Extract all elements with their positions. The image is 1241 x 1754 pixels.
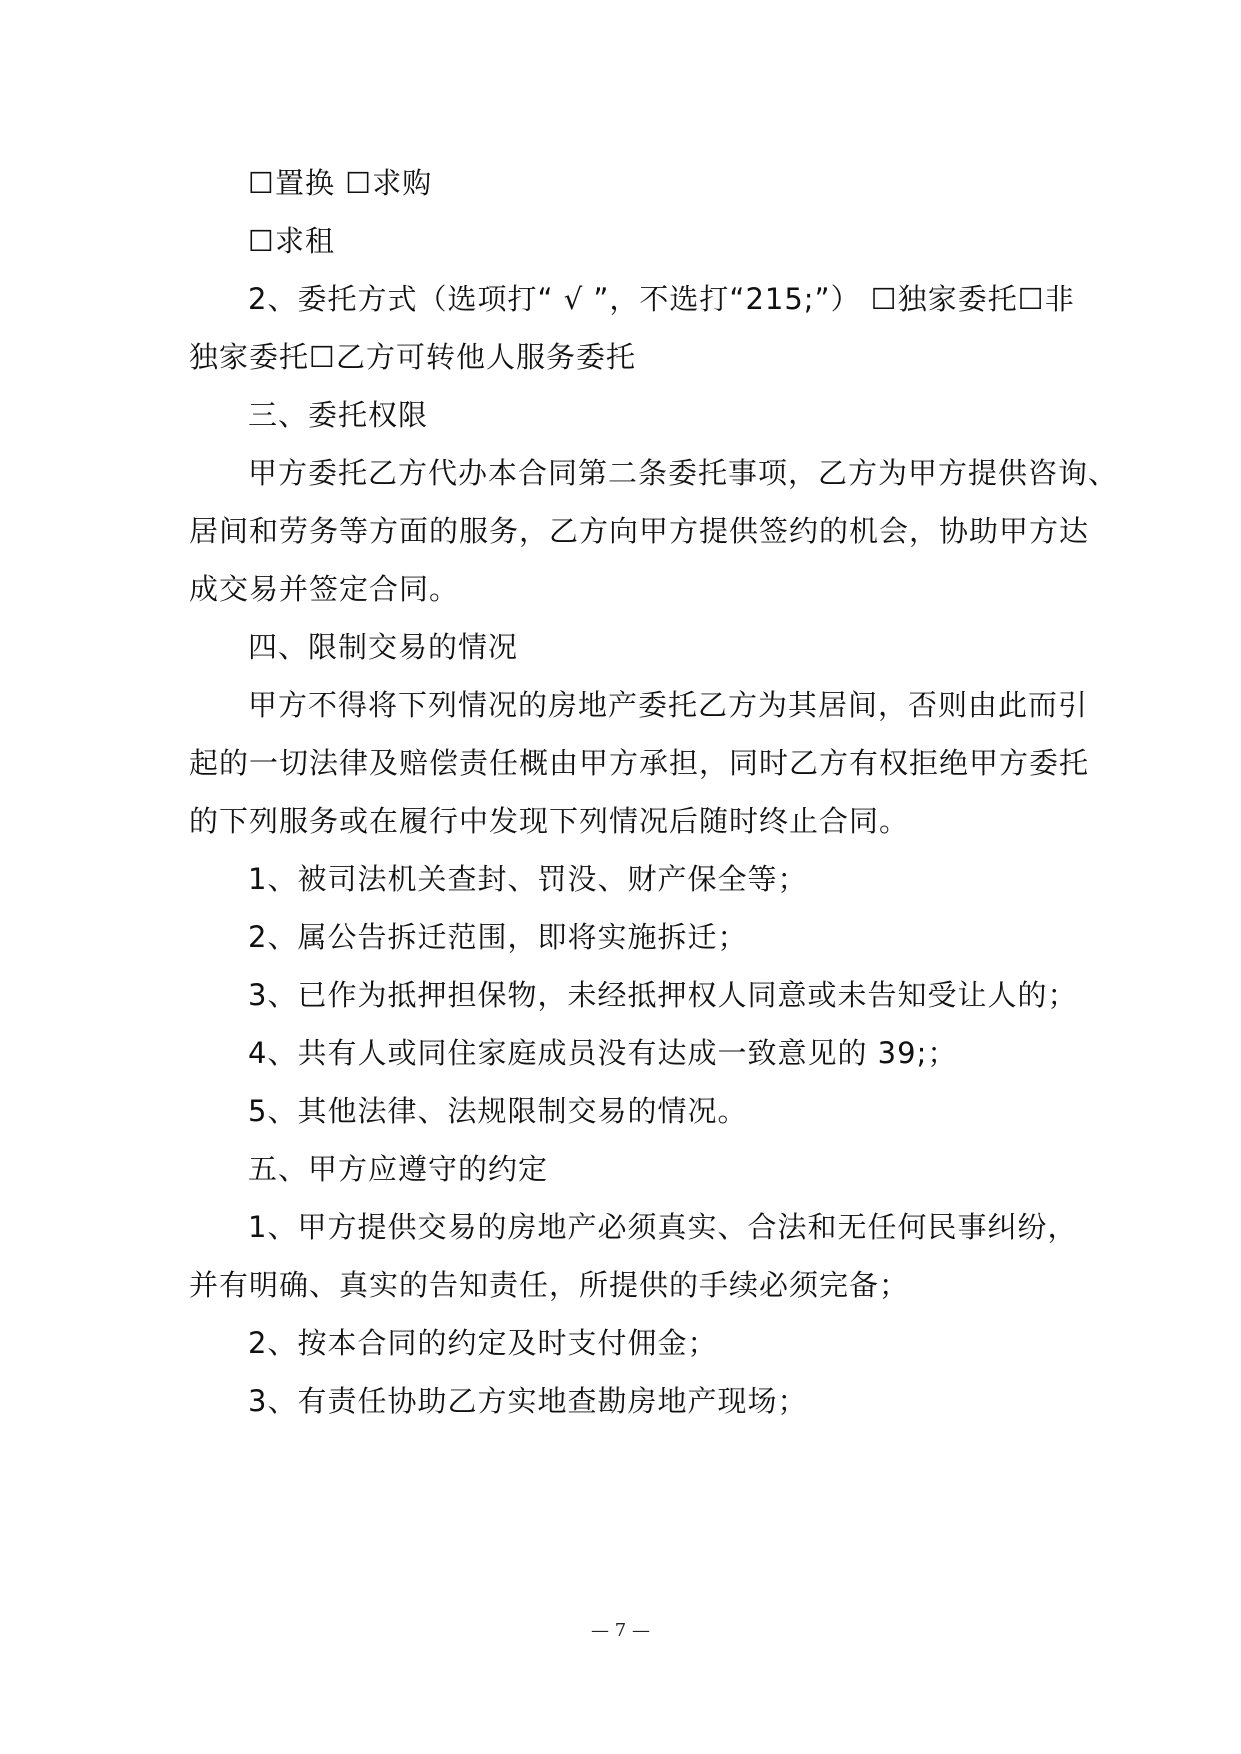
page-number: — 7 —	[591, 1620, 650, 1641]
paragraph-line: 并有明确、真实的告知责任，所提供的手续必须完备；	[189, 1268, 910, 1302]
checkbox-options-line-1: ☐置换 ☐求购	[248, 166, 433, 200]
section-heading-3: 三、委托权限	[248, 398, 429, 432]
list-item: 1、甲方提供交易的房地产必须真实、合法和无任何民事纠纷，	[248, 1210, 1078, 1244]
paragraph-line: 的下列服务或在履行中发现下列情况后随时终止合同。	[189, 804, 910, 838]
paragraph-line: 居间和劳务等方面的服务，乙方向甲方提供签约的机会，协助甲方达	[189, 514, 1090, 548]
paragraph-line: 独家委托☐乙方可转他人服务委托	[189, 340, 636, 374]
section-heading-4: 四、限制交易的情况	[248, 630, 519, 664]
list-item: 1、被司法机关查封、罚没、财产保全等；	[248, 862, 808, 896]
paragraph-line: 2、委托方式（选项打“ √ ”，不选打“215;”） ☐独家委托☐非	[248, 282, 1075, 316]
paragraph-line: 甲方委托乙方代办本合同第二条委托事项，乙方为甲方提供咨询、	[248, 456, 1119, 490]
list-item: 2、按本合同的约定及时支付佣金；	[248, 1326, 718, 1360]
list-item: 3、有责任协助乙方实地查勘房地产现场；	[248, 1384, 808, 1418]
list-item: 4、共有人或同住家庭成员没有达成一致意见的 39;；	[248, 1036, 958, 1070]
list-item: 2、属公告拆迁范围，即将实施拆迁；	[248, 920, 748, 954]
checkbox-options-line-2: ☐求租	[248, 224, 335, 258]
list-item: 3、已作为抵押担保物，未经抵押权人同意或未告知受让人的；	[248, 978, 1078, 1012]
section-heading-5: 五、甲方应遵守的约定	[248, 1152, 549, 1186]
paragraph-line: 起的一切法律及赔偿责任概由甲方承担，同时乙方有权拒绝甲方委托	[189, 746, 1090, 780]
paragraph-line: 甲方不得将下列情况的房地产委托乙方为其居间，否则由此而引	[248, 688, 1089, 722]
list-item: 5、其他法律、法规限制交易的情况。	[248, 1094, 748, 1128]
paragraph-line: 成交易并签定合同。	[189, 572, 460, 606]
